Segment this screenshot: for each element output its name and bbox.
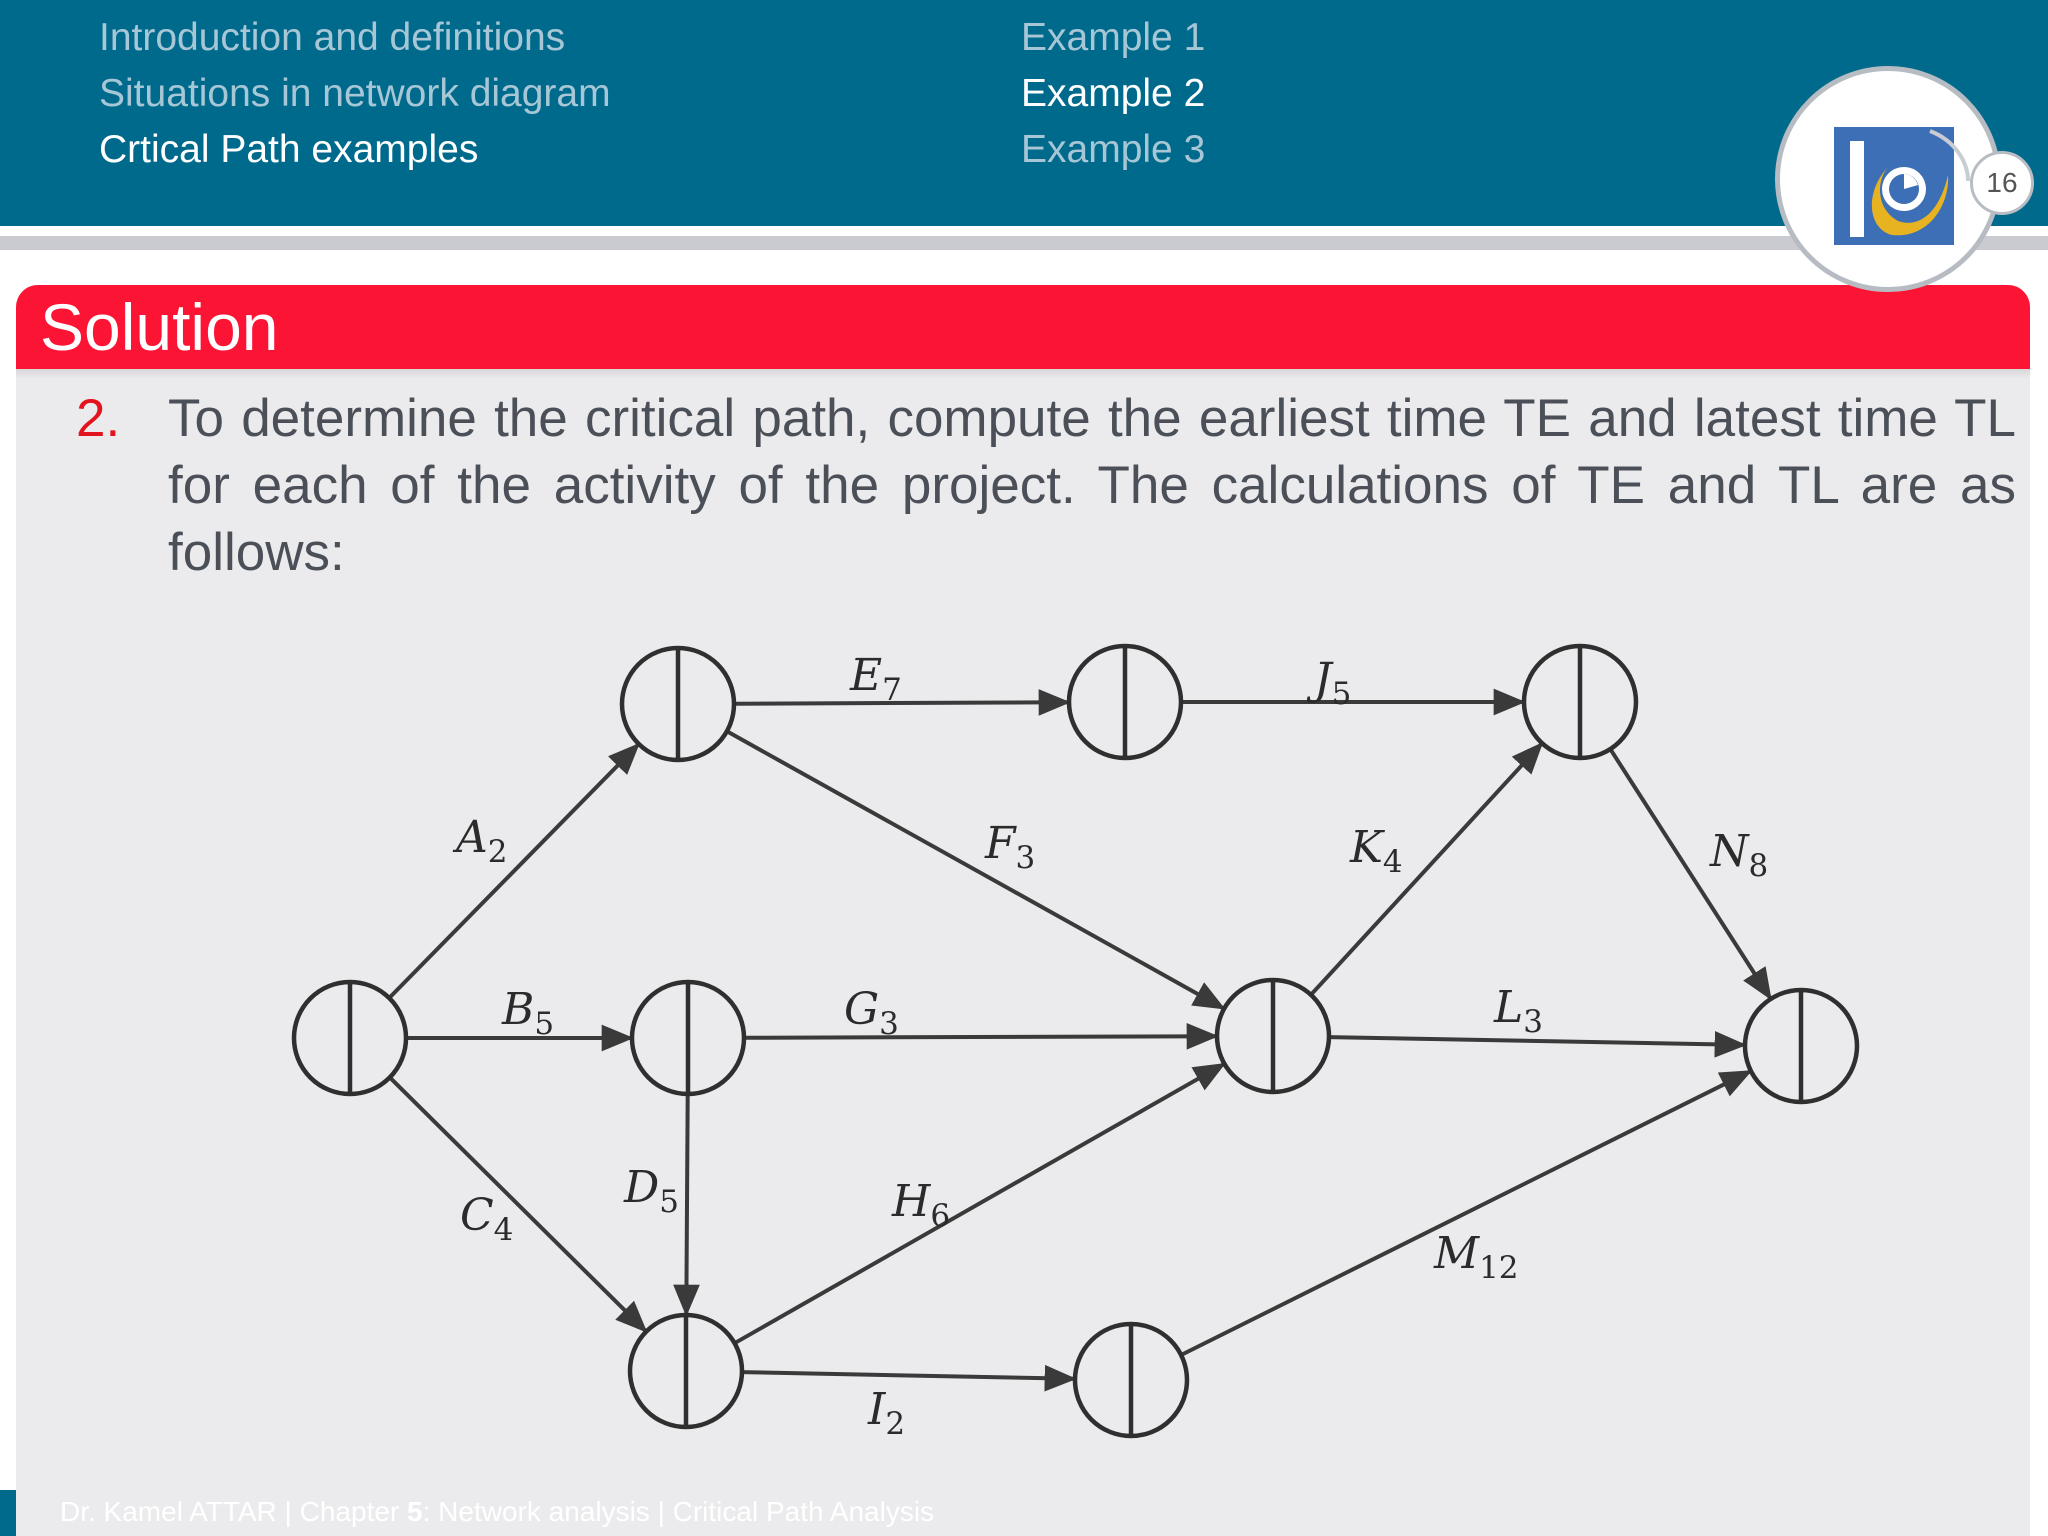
event-node-2	[622, 648, 734, 760]
event-node-5	[1069, 646, 1181, 758]
footer-chapter-number: 5	[407, 1496, 423, 1527]
nav-example-2[interactable]: Example 2	[1021, 72, 1206, 115]
activity-label-c: $C_4$	[460, 1190, 514, 1248]
activity-arrow-i	[742, 1372, 1074, 1379]
activity-label-d: $D_5$	[624, 1162, 680, 1220]
activity-label-b: $B_5$	[502, 984, 555, 1042]
activity-label-e: $E_7$	[850, 650, 902, 708]
activity-label-h: $H_6$	[892, 1176, 951, 1234]
activity-arrow-k	[1311, 744, 1542, 995]
activity-arrow-f	[727, 731, 1223, 1008]
step-number: 2.	[76, 389, 121, 448]
nav-example-3[interactable]: Example 3	[1021, 128, 1206, 171]
activity-label-a: $A_2$	[456, 812, 508, 870]
nav-example-1[interactable]: Example 1	[1021, 16, 1206, 59]
nav-section-situations[interactable]: Situations in network diagram	[99, 72, 611, 115]
nav-section-introduction[interactable]: Introduction and definitions	[99, 16, 566, 59]
activity-arrow-m	[1181, 1071, 1750, 1355]
footer-chapter-title: : Network analysis | Critical Path Analysis	[422, 1496, 935, 1527]
activity-arrow-d	[686, 1094, 687, 1314]
activity-label-n: $N_8$	[1710, 826, 1769, 884]
footer-separator: |	[276, 1496, 300, 1527]
footer-chapter-prefix: Chapter	[299, 1496, 408, 1527]
activity-arrow-h	[735, 1064, 1224, 1343]
activity-label-m: $M_{12}$	[1434, 1228, 1519, 1286]
activity-label-j: $J_5$	[1314, 654, 1352, 712]
step-text: To determine the critical path, compute the earliest time TE and latest time TL for each of the activity of the project. The calculations of TE and TL are as follows:	[168, 389, 2016, 582]
footer-author: Dr. Kamel ATTAR	[60, 1496, 277, 1527]
activity-label-l: $L_3$	[1494, 982, 1543, 1040]
activity-label-k: $K_4$	[1350, 822, 1403, 880]
page-number-badge: 16	[1970, 151, 2034, 215]
event-node-6	[1217, 980, 1329, 1092]
activity-arrow-c	[390, 1077, 646, 1331]
event-node-4	[630, 1315, 742, 1427]
footer	[60, 1496, 934, 1528]
nav-section-critical-path[interactable]: Crtical Path examples	[99, 128, 479, 171]
event-node-3	[632, 982, 744, 1094]
block-title: Solution	[40, 290, 279, 364]
activity-arrow-a	[389, 745, 638, 998]
activity-label-f: $F_3$	[985, 818, 1036, 876]
event-node-8	[1524, 646, 1636, 758]
event-node-7	[1075, 1324, 1187, 1436]
activity-label-g: $G_3$	[844, 984, 899, 1042]
activity-arrow-g	[744, 1036, 1216, 1038]
activity-label-i: $I_2$	[868, 1384, 906, 1442]
footer-accent	[0, 1490, 16, 1536]
event-node-1	[294, 982, 406, 1094]
event-node-9	[1745, 990, 1857, 1102]
